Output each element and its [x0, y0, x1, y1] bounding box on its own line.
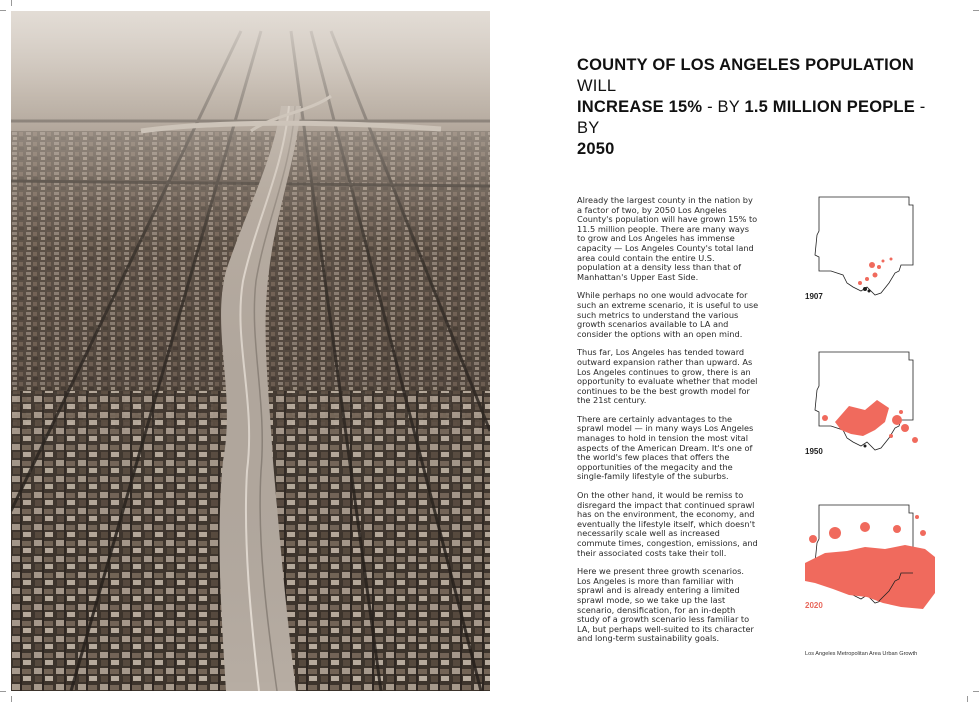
paragraph: Here we present three growth scenarios. Los Angeles is more than familiar with sprawl and is already entering a limited sprawl mode, so we take up the last scenario, densification, for an in-depth study of a growth scenario less familiar to LA, but perhaps well-suited to its character and long-term sustainability goals. — [577, 566, 754, 644]
urban-growth-map-2020 — [805, 503, 937, 613]
urban-growth-map-1950 — [805, 350, 937, 460]
crop-mark — [0, 691, 6, 692]
paragraph: On the other hand, it would be remiss to disregard the impact that continued sprawl has on the environment, the economy, and eventually the lifestyle itself, which doesn't necessarily scale well as increased commute times, congestion, emissions, and their associated costs take their toll. — [577, 490, 758, 558]
crop-mark — [0, 10, 6, 11]
crop-mark — [11, 0, 12, 6]
urban-growth-map-1907 — [805, 195, 937, 305]
headline-bold-4: 2050 — [577, 140, 615, 158]
map-year-label: 1907 — [805, 292, 823, 301]
page-headline — [577, 55, 947, 160]
crop-mark — [973, 691, 979, 692]
crop-mark — [11, 696, 12, 702]
headline-bold-2: INCREASE 15% — [577, 98, 703, 116]
headline-light-1: WILL — [577, 77, 617, 95]
paragraph: Thus far, Los Angeles has tended toward outward expansion rather than upward. As Los Angeles continues to grow, there is an opportunity to evaluate whether that model continues to be the best growth model for the 21st century. — [577, 347, 758, 406]
map-year-label: 1950 — [805, 447, 823, 456]
map-year-label: 2020 — [805, 601, 823, 610]
figure-caption: Los Angeles Metropolitan Area Urban Growth — [805, 651, 918, 657]
crop-mark — [967, 696, 968, 702]
headline-light-2: - BY — [702, 98, 745, 116]
headline-light-3: - BY — [577, 98, 926, 137]
paragraph: While perhaps no one would advocate for such an extreme scenario, it is useful to use such metrics to understand the various growth scenarios available to LA and consider the options with an open mind. — [577, 290, 759, 339]
headline-bold-1: COUNTY OF LOS ANGELES POPULATION — [577, 56, 915, 74]
paragraph: Already the largest county in the nation by a factor of two, by 2050 Los Angeles County's population will have grown 15% to 11.5 million people. There are many ways to grow and Los Angeles has immense capacity — Los Angeles County's total land area could contain the entire U.S. population at a density less than that of Manhattan's Upper East Side. — [577, 195, 758, 282]
paragraph: There are certainly advantages to the sprawl model — in many ways Los Angeles manages to hold in tension the most vital aspects of the American Dream. It's one of the world's few places that offers the opportunities of the megacity and the single-family lifestyle of the suburbs. — [577, 413, 754, 482]
body-text — [577, 196, 759, 653]
crop-mark — [973, 10, 979, 11]
aerial-freeway-photo — [11, 11, 490, 691]
headline-bold-3: 1.5 MILLION PEOPLE — [744, 98, 915, 116]
